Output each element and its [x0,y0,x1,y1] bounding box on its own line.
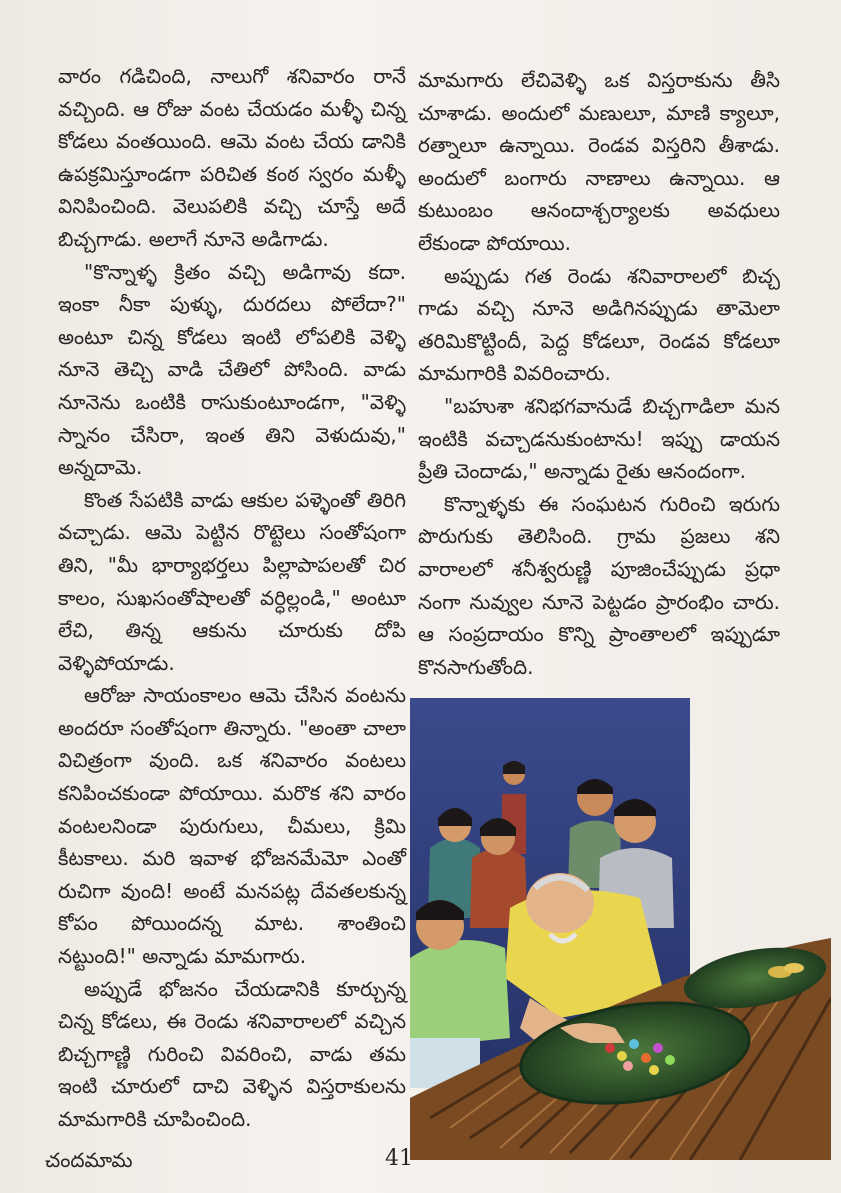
story-illustration [410,698,831,1160]
paragraph: "బహుశా శనిభగవానుడే బిచ్చగాడిలా మన ఇంటికి వచ్చాడనుకుంటాను! ఇప్పు డాయన ప్రీతి చెందాడు," అన్నాడు రైతు ఆనందంగా. [418,393,780,484]
left-text-column [58,60,406,1136]
paragraph: వారం గడిచింది, నాలుగో శనివారం రానే వచ్చింది. ఆ రోజు వంట చేయడం మళ్ళీ చిన్న కోడలు వంతయింది. ఆమె వంట చేయ డానికి ఉపక్రమిస్తూండగా పరిచిత కంఠ స్వరం మళ్ళీ వినిపించింది. వెలుపలికి వచ్చి చూస్తే అదే బిచ్చగాడు. అలాగే నూనె అడిగాడు. [58,64,406,251]
paragraph: మామగారు లేచివెళ్ళి ఒక విస్తరాకును తీసి చూశాడు. అందులో మణులూ, మాణి క్యాలూ, రత్నాలూ ఉన్నాయి. రెండవ విస్తరిని తీశాడు. అందులో బంగారు నాణాలు ఉన్నాయి. ఆ కుటుంబం ఆనందాశ్చర్యాలకు అవధులు లేకుండా పోయాయి. [418,68,780,255]
illustration-svg [410,698,831,1160]
paragraph: కొంత సేపటికి వాడు ఆకుల పళ్ళెంతో తిరిగి వచ్చాడు. ఆమె పెట్టిన రొట్టెలు సంతోషంగా తిని, "మీ భార్యాభర్తలు పిల్లాపాపలతో చిర కాలం, సుఖసంతోషాలతో వర్ధిల్లండి," అంటూ లేచి, తిన్న ఆకును చూరుకు దోపి వెళ్ళిపోయాడు. [58,487,406,675]
paragraph: కొన్నాళ్ళకు ఈ సంఘటన గురించి ఇరుగు పొరుగుకు తెలిసింది. గ్రామ ప్రజలు శని వారాలలో శనీశ్వరుణ్ణి పూజించేప్పుడు ప్రధా నంగా నువ్వుల నూనె పెట్టడం ప్రారంభిం చారు. ఆ సంప్రదాయం కొన్ని ప్రాంతాలలో ఇప్పుడూ కొనసాగుతోంది. [418,491,780,679]
right-text-column [418,64,780,683]
magazine-name: చందమామ [45,1148,133,1172]
paragraph: ఆరోజు సాయంకాలం ఆమె చేసిన వంటను అందరూ సంతోషంగా తిన్నారు. "అంతా చాలా విచిత్రంగా వుంది. ఒక శనివారం వంటలు కనిపించకుండా పోయాయి. మరొక శని వారం వంటలనిండా పురుగులు, చీమలు, క్రిమి కీటకాలు. మరి ఇవాళ భోజనమేమో ఎంతో రుచిగా వుంది! అంటే మనపట్ల దేవతలకున్న కోపం పోయిందన్న మాట. శాంతించి నట్టుంది!" అన్నాడు మామగారు. [58,683,406,969]
paragraph: అప్పుడు గత రెండు శనివారాలలో బిచ్చ గాడు వచ్చి నూనె అడిగినప్పుడు తామెలా తరిమికొట్టిందీ, పెద్ద కోడలూ, రెండవ కోడలూ మామగారికి వివరించారు. [418,263,780,386]
paragraph: అప్పుడే భోజనం చేయడానికి కూర్చున్న చిన్న కోడలు, ఈ రెండు శనివారాలలో వచ్చిన బిచ్చగాణ్ణి గురించి వివరించి, వాడు తమ ఇంటి చూరులో దాచి వెళ్ళిన విస్తరాకులను మామగారికి చూపించింది. [58,976,406,1131]
page-number: 41 [385,1146,413,1171]
paragraph: "కొన్నాళ్ళ క్రితం వచ్చి అడిగావు కదా. ఇంకా నీకా పుళ్ళు, దురదలు పోలేదా?" అంటూ చిన్న కోడలు ఇంటి లోపలికి వెళ్ళి నూనె తెచ్చి వాడి చేతిలో పోసింది. వాడు నూనెను ఒంటికి రాసుకుంటూండగా, "వెళ్ళి స్నానం చేసిరా, ఇంత తిని వెళుదువు," అన్నదామె. [58,259,406,480]
